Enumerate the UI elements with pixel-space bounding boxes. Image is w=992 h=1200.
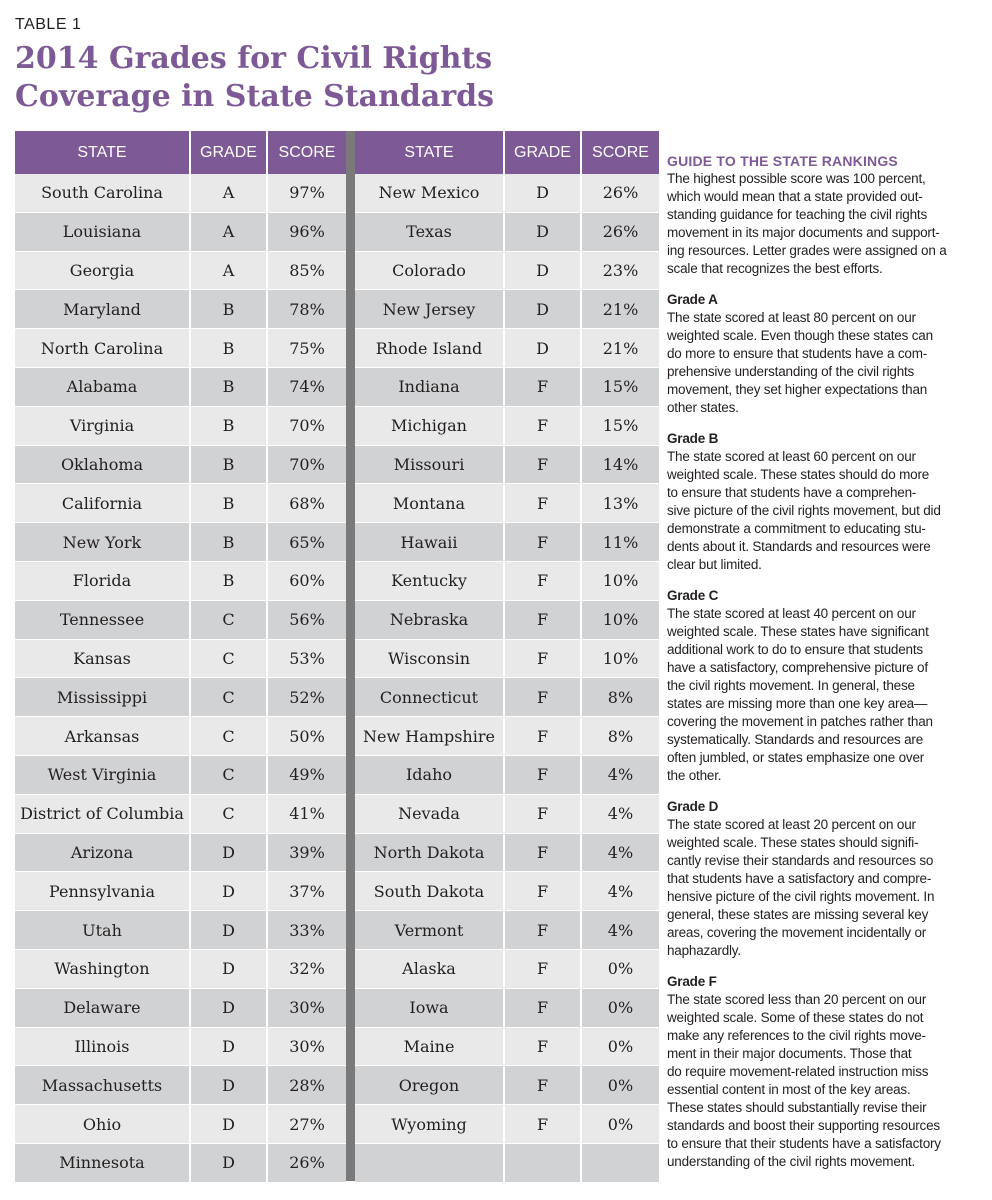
score-cell: 4%: [607, 920, 634, 940]
grade-cell: F: [505, 717, 582, 755]
state-cell: Maryland: [15, 290, 191, 328]
grade-cell: F: [505, 950, 582, 988]
table-row: [355, 1066, 659, 1105]
grade-cell: F: [505, 1028, 582, 1066]
table-row: [15, 446, 346, 485]
score-cell: 56%: [289, 610, 325, 630]
page-title: [15, 40, 494, 116]
column-header-state: STATE: [15, 131, 191, 174]
table-body: [15, 174, 346, 1183]
grade-cell: D: [191, 989, 268, 1027]
grade-definition: [667, 291, 985, 417]
grade-heading: Grade B: [667, 431, 719, 446]
score-cell: 8%: [607, 726, 634, 746]
state-cell: Colorado: [355, 252, 505, 290]
score-cell: 15%: [602, 416, 639, 436]
score-cell: 4%: [607, 881, 634, 901]
table-row: [15, 290, 346, 329]
grade-cell: C: [191, 678, 268, 716]
score-cell: 39%: [289, 842, 325, 862]
state-cell: Connecticut: [355, 678, 505, 716]
column-header-score: SCORE: [278, 143, 336, 161]
grade-cell: B: [191, 446, 268, 484]
column-header-grade: GRADE: [191, 131, 268, 174]
score-cell: 0%: [607, 1114, 634, 1134]
table-row: [355, 1105, 659, 1144]
score-cell: [582, 1144, 659, 1182]
table-row: [355, 989, 659, 1028]
table-row: [15, 872, 346, 911]
table-row: [355, 601, 659, 640]
state-cell: New York: [15, 523, 191, 561]
state-cell: North Carolina: [15, 329, 191, 367]
table-row: [15, 484, 346, 523]
guide-title: GUIDE TO THE STATE RANKINGS: [667, 153, 898, 169]
score-cell: 11%: [602, 532, 639, 552]
grade-cell: A: [191, 213, 268, 251]
table-row: [355, 252, 659, 291]
table-row: [15, 1066, 346, 1105]
grade-cell: F: [505, 446, 582, 484]
score-cell: 10%: [602, 571, 639, 591]
table-label: TABLE 1: [15, 16, 82, 33]
state-cell: Indiana: [355, 368, 505, 406]
score-cell: 68%: [289, 493, 325, 513]
grade-definition: [667, 430, 985, 574]
grade-definition: [667, 973, 985, 1171]
score-cell: 70%: [289, 416, 325, 436]
grade-cell: C: [191, 601, 268, 639]
score-cell: 23%: [602, 260, 639, 280]
score-cell: 26%: [602, 183, 639, 203]
table-row: [355, 795, 659, 834]
grade-description: The state scored at least 80 percent on our weighted scale. Even though these states can do more to ensure that students have a com- prehensive understanding of the civil rights movement, they set higher expectations than other states.: [667, 310, 933, 415]
table-row: [15, 678, 346, 717]
score-cell: 13%: [602, 493, 639, 513]
state-cell: Hawaii: [355, 523, 505, 561]
score-cell: 97%: [289, 183, 325, 203]
score-cell: 4%: [607, 765, 634, 785]
grade-cell: F: [505, 523, 582, 561]
grade-cell: C: [191, 756, 268, 794]
state-cell: Alaska: [355, 950, 505, 988]
title-line-1: 2014 Grades for Civil Rights: [15, 41, 493, 76]
score-cell: 14%: [602, 454, 639, 474]
state-cell: South Carolina: [15, 174, 191, 212]
state-cell: Wyoming: [355, 1105, 505, 1143]
score-cell: 0%: [607, 1036, 634, 1056]
state-cell: Alabama: [15, 368, 191, 406]
state-cell: Oregon: [355, 1066, 505, 1104]
grades-tables: [15, 131, 659, 1181]
score-cell: 49%: [289, 765, 325, 785]
score-cell: 70%: [289, 454, 325, 474]
state-cell: Wisconsin: [355, 640, 505, 678]
grade-cell: B: [191, 407, 268, 445]
score-cell: 52%: [289, 687, 325, 707]
table-row: [15, 640, 346, 679]
table-row: [15, 174, 346, 213]
grade-cell: B: [191, 329, 268, 367]
table-row: [15, 368, 346, 407]
grade-cell: D: [191, 834, 268, 872]
table-row: [15, 989, 346, 1028]
table-row: [15, 1144, 346, 1183]
table-row: [355, 834, 659, 873]
state-cell: Kansas: [15, 640, 191, 678]
table-row: [355, 368, 659, 407]
table-row: [15, 795, 346, 834]
table-row: [355, 407, 659, 446]
state-cell: Nevada: [355, 795, 505, 833]
grade-cell: F: [505, 601, 582, 639]
table-row: [15, 1105, 346, 1144]
grade-cell: F: [505, 989, 582, 1027]
state-cell: South Dakota: [355, 872, 505, 910]
column-header-grade: GRADE: [505, 131, 582, 174]
state-cell: California: [15, 484, 191, 522]
grade-cell: B: [191, 290, 268, 328]
state-cell: Maine: [355, 1028, 505, 1066]
grade-cell: D: [505, 329, 582, 367]
table-row: [355, 484, 659, 523]
table-row: [15, 213, 346, 252]
grade-cell: F: [505, 640, 582, 678]
column-header-state: STATE: [355, 131, 505, 174]
table-row: [15, 562, 346, 601]
guide-panel: [667, 152, 985, 1171]
state-cell: Massachusetts: [15, 1066, 191, 1104]
table-row: [355, 562, 659, 601]
score-cell: 27%: [289, 1114, 325, 1134]
table-row: [355, 640, 659, 679]
state-cell: North Dakota: [355, 834, 505, 872]
state-cell: Ohio: [15, 1105, 191, 1143]
table-row: [355, 174, 659, 213]
grade-cell: D: [191, 1105, 268, 1143]
state-cell: District of Columbia: [15, 795, 191, 833]
score-cell: 10%: [602, 648, 639, 668]
score-cell: 96%: [289, 222, 325, 242]
grade-cell: D: [505, 252, 582, 290]
grade-cell: F: [505, 368, 582, 406]
grade-cell: D: [191, 1066, 268, 1104]
column-header-score: SCORE: [592, 143, 649, 161]
score-cell: 4%: [607, 842, 634, 862]
table-row: [355, 329, 659, 368]
state-cell: West Virginia: [15, 756, 191, 794]
grade-description: The state scored at least 60 percent on our weighted scale. These states should do more to ensure that students have a comprehen- sive picture of the civil rights movement, but did demonstrate a commitment to educating stu- dents about it. Standards and resources were clear but limited.: [667, 449, 941, 572]
score-cell: 32%: [289, 959, 325, 979]
table-row: [15, 834, 346, 873]
state-cell: Montana: [355, 484, 505, 522]
state-cell: New Jersey: [355, 290, 505, 328]
grade-cell: F: [505, 795, 582, 833]
grade-cell: D: [191, 1144, 268, 1182]
table-row: [15, 1028, 346, 1067]
grade-cell: F: [505, 872, 582, 910]
table-row: [15, 950, 346, 989]
grade-definitions: [667, 291, 985, 1171]
state-cell: Michigan: [355, 407, 505, 445]
grades-table-left: [15, 131, 346, 1183]
table-row: [355, 1144, 659, 1183]
state-cell: Delaware: [15, 989, 191, 1027]
table-row: [15, 252, 346, 291]
score-cell: 15%: [602, 377, 639, 397]
state-cell: Utah: [15, 911, 191, 949]
title-line-2: Coverage in State Standards: [15, 79, 495, 114]
score-cell: 4%: [607, 804, 634, 824]
grade-cell: D: [191, 872, 268, 910]
score-cell: 41%: [289, 804, 325, 824]
score-cell: 8%: [607, 687, 634, 707]
column-divider: [346, 131, 355, 1181]
grade-cell: D: [191, 911, 268, 949]
table-row: [15, 717, 346, 756]
state-cell: Oklahoma: [15, 446, 191, 484]
grade-cell: F: [505, 562, 582, 600]
grade-heading: Grade D: [667, 799, 719, 814]
score-cell: 65%: [289, 532, 325, 552]
score-cell: 28%: [289, 1075, 325, 1095]
table-row: [15, 756, 346, 795]
score-cell: 26%: [289, 1153, 325, 1173]
table-row: [355, 523, 659, 562]
state-cell: Vermont: [355, 911, 505, 949]
grade-cell: F: [505, 911, 582, 949]
grade-cell: D: [505, 290, 582, 328]
state-cell: Washington: [15, 950, 191, 988]
grade-heading: Grade F: [667, 974, 717, 989]
score-cell: 21%: [602, 338, 639, 358]
score-cell: 53%: [289, 648, 325, 668]
table-header: [355, 131, 659, 174]
state-cell: Illinois: [15, 1028, 191, 1066]
table-row: [15, 329, 346, 368]
grade-cell: D: [505, 213, 582, 251]
state-cell: Arizona: [15, 834, 191, 872]
table-body: [355, 174, 659, 1183]
score-cell: 30%: [289, 998, 325, 1018]
grade-cell: F: [505, 756, 582, 794]
grade-cell: C: [191, 717, 268, 755]
score-cell: 0%: [607, 1075, 634, 1095]
table-row: [15, 911, 346, 950]
grade-definition: [667, 587, 985, 785]
state-cell: Texas: [355, 213, 505, 251]
table-row: [355, 213, 659, 252]
grade-description: The state scored at least 20 percent on our weighted scale. These states should signifi- cantly revise their standards and resources so that students have a satisfactory and compre- hensive picture of the civil rights movement. In general, these states are missing several key areas, covering the movement incidentally or haphazardly.: [667, 817, 935, 958]
score-cell: 21%: [602, 299, 639, 319]
grade-cell: C: [191, 795, 268, 833]
table-row: [355, 911, 659, 950]
table-row: [15, 523, 346, 562]
grade-cell: F: [505, 484, 582, 522]
grade-heading: Grade A: [667, 292, 718, 307]
table-row: [355, 446, 659, 485]
grade-description: The state scored less than 20 percent on our weighted scale. Some of these states do not make any references to the civil rights move- ment in their major documents. Those that do require movement-related instruction miss essential content in most of the key areas. These states should substantially revise their standards and boost their supporting resources to ensure that their students have a satisfactory understanding of the civil rights movement.: [667, 992, 941, 1169]
state-cell: Missouri: [355, 446, 505, 484]
state-cell: Iowa: [355, 989, 505, 1027]
score-cell: 60%: [289, 571, 325, 591]
grades-table-right: [355, 131, 659, 1183]
state-cell: Florida: [15, 562, 191, 600]
grade-cell: F: [505, 834, 582, 872]
score-cell: 33%: [289, 920, 325, 940]
score-cell: 0%: [607, 959, 634, 979]
state-cell: Nebraska: [355, 601, 505, 639]
grade-cell: F: [505, 1066, 582, 1104]
state-cell: Arkansas: [15, 717, 191, 755]
state-cell: Idaho: [355, 756, 505, 794]
table-row: [355, 756, 659, 795]
state-cell: Georgia: [15, 252, 191, 290]
grade-cell: D: [191, 950, 268, 988]
grade-description: The state scored at least 40 percent on our weighted scale. These states have significant additional work to do to ensure that students have a satisfactory, comprehensive picture of the civil rights movement. In general, these states are missing more than one key area— covering the movement in patches rather than systematically. Standards and resources are often jumbled, or states emphasize one over the other.: [667, 606, 933, 783]
score-cell: 30%: [289, 1036, 325, 1056]
table-row: [15, 601, 346, 640]
grade-cell: D: [505, 174, 582, 212]
table-row: [355, 678, 659, 717]
score-cell: 74%: [289, 377, 325, 397]
grade-cell: D: [191, 1028, 268, 1066]
grade-cell: F: [505, 407, 582, 445]
state-cell: Virginia: [15, 407, 191, 445]
state-cell: Mississippi: [15, 678, 191, 716]
state-cell: [355, 1144, 505, 1182]
state-cell: Tennessee: [15, 601, 191, 639]
guide-intro: The highest possible score was 100 percent, which would mean that a state provided out- standing guidance for teaching the civil rights movement in its major documents and support- ing resources. Letter grades were assigned on a scale that recognizes the best efforts.: [667, 171, 947, 276]
grade-definition: [667, 798, 985, 960]
state-cell: Pennsylvania: [15, 872, 191, 910]
grade-cell: B: [191, 484, 268, 522]
state-cell: New Mexico: [355, 174, 505, 212]
grade-cell: C: [191, 640, 268, 678]
table-row: [355, 717, 659, 756]
grade-cell: B: [191, 523, 268, 561]
table-row: [355, 872, 659, 911]
grade-cell: B: [191, 562, 268, 600]
score-cell: 85%: [289, 260, 325, 280]
state-cell: New Hampshire: [355, 717, 505, 755]
table-row: [355, 1028, 659, 1067]
grade-cell: B: [191, 368, 268, 406]
grade-cell: A: [191, 252, 268, 290]
grade-cell: [505, 1144, 582, 1182]
score-cell: 26%: [602, 222, 639, 242]
table-row: [15, 407, 346, 446]
grade-cell: A: [191, 174, 268, 212]
table-header: [15, 131, 346, 174]
grade-cell: F: [505, 1105, 582, 1143]
state-cell: Rhode Island: [355, 329, 505, 367]
score-cell: 0%: [607, 998, 634, 1018]
table-row: [355, 290, 659, 329]
score-cell: 37%: [289, 881, 325, 901]
state-cell: Louisiana: [15, 213, 191, 251]
grade-heading: Grade C: [667, 588, 719, 603]
table-row: [355, 950, 659, 989]
score-cell: 75%: [289, 338, 325, 358]
score-cell: 78%: [289, 299, 325, 319]
state-cell: Minnesota: [15, 1144, 191, 1182]
grade-cell: F: [505, 678, 582, 716]
state-cell: Kentucky: [355, 562, 505, 600]
score-cell: 10%: [602, 610, 639, 630]
score-cell: 50%: [289, 726, 325, 746]
